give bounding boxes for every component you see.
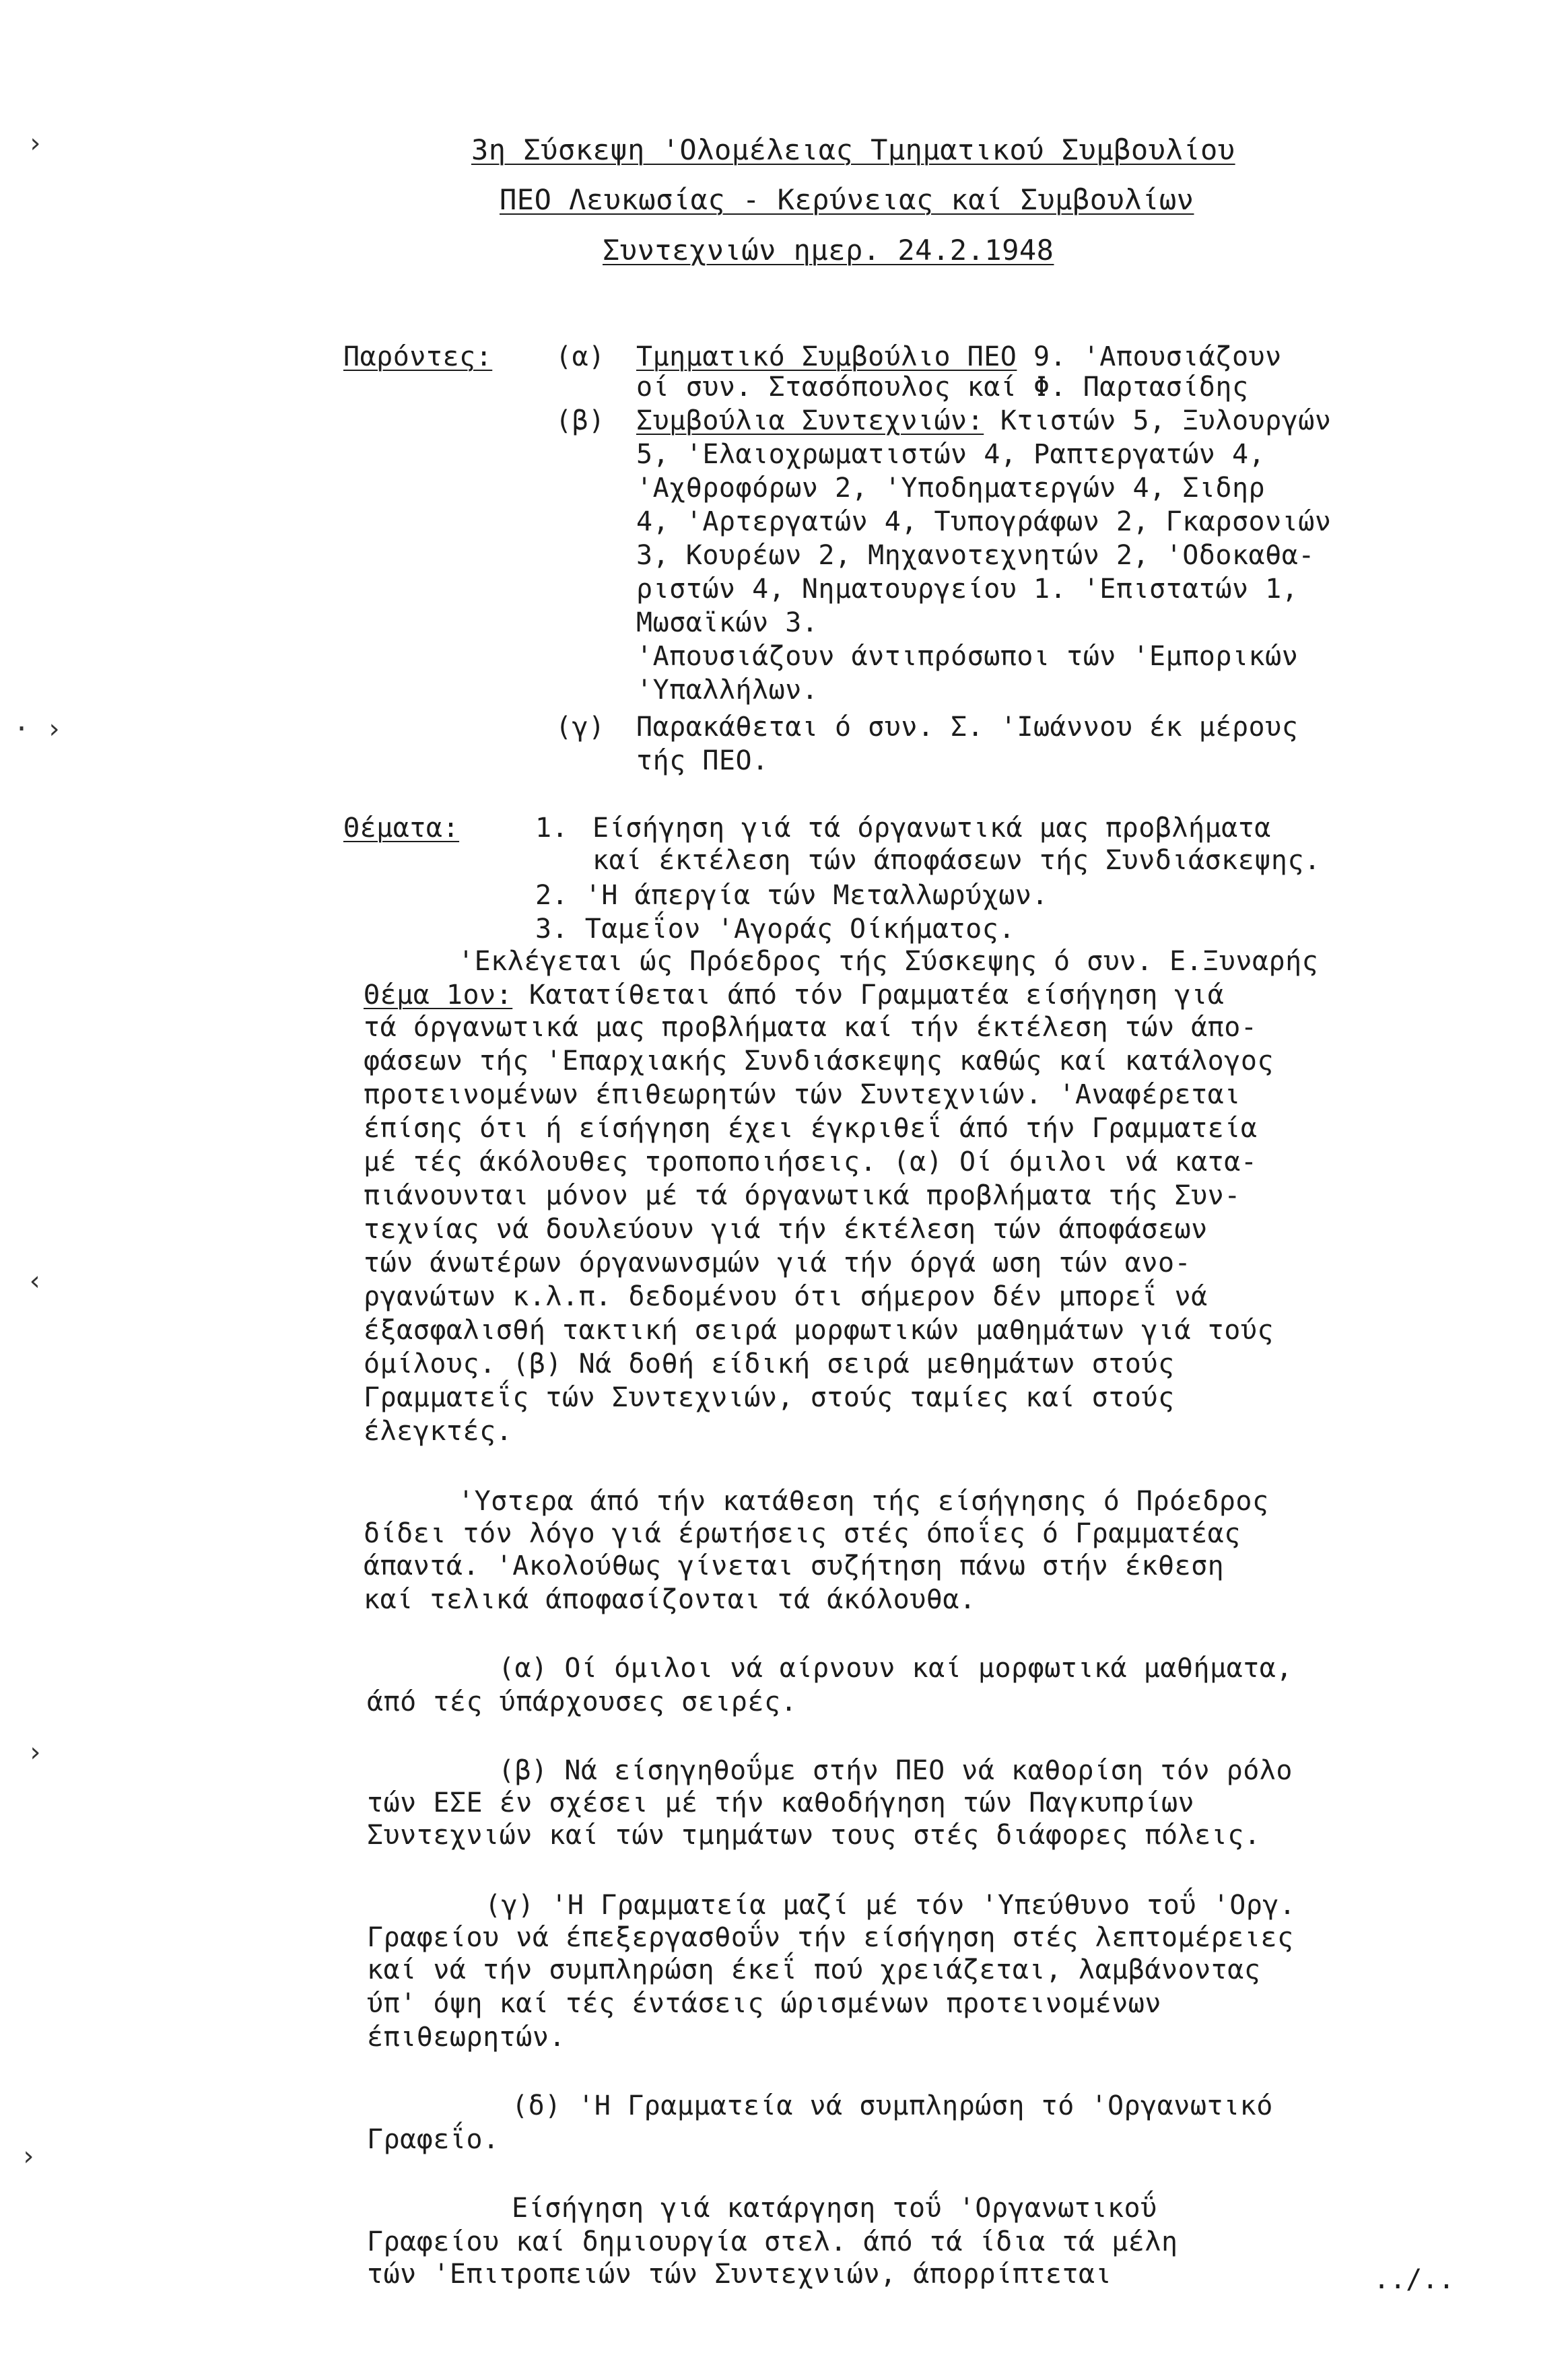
theme-1-line-10: ργανώτων κ.λ.π. δεδομένου ότι σήμερον δέν μπορεΐ νά	[364, 1281, 1208, 1312]
attendees-b-line-5: 3, Κουρέων 2, Μηχανοτεχνητών 2, 'Οδοκαθα-	[636, 540, 1315, 571]
attendees-b-rest: Κτιστών 5, Ξυλουργών	[984, 405, 1332, 436]
header-line-3: Συντεχνιών ημερ. 24.2.1948	[603, 234, 1054, 267]
discussion-p1-line-4: καί τελικά άποφασίζονται τά άκόλουθα.	[364, 1584, 976, 1615]
theme-1-line-12: όμίλους. (β) Νά δοθή είδική σειρά μεθημάτων στούς	[364, 1348, 1175, 1379]
theme-1-line-9: τών άνωτέρων όργανωνσμών γιά τήν όργά ωση τών ανο-	[364, 1248, 1192, 1278]
theme-1-line-6: μέ τές άκόλουθες τροποποιήσεις. (α) Οί όμιλοι νά κατα-	[364, 1147, 1258, 1177]
attendees-a-line-2: οί συν. Στασόπουλος καί Φ. Παρτασίδης	[636, 372, 1249, 403]
decision-a-line-2: άπό τές ύπάρχουσες σειρές.	[367, 1686, 798, 1717]
attendees-b-line-6: ριστών 4, Νηματουργείου 1. 'Επιστατών 1,	[636, 574, 1299, 605]
topic-3: 3. Ταμεΐον 'Αγοράς Οίκήματος.	[535, 914, 1015, 945]
discussion-p1-line-1: 'Υστερα άπό τήν κατάθεση τής είσήγησης ό Πρόεδρος	[458, 1486, 1269, 1517]
discussion-p1-line-3: άπαντά. 'Ακολούθως γίνεται συζήτηση πάνω στήν έκθεση	[364, 1550, 1225, 1581]
margin-mark-4: ›	[27, 1737, 44, 1768]
proposal-line-2: Γραφείου καί δημιουργία στελ. άπό τά ίδια τά μέλη	[367, 2226, 1178, 2257]
theme-1-line-1	[364, 978, 1224, 1012]
attendees-b-line-2: 5, 'Ελαιοχρωματιστών 4, Ραπτεργατών 4,	[636, 439, 1266, 470]
chair-election: 'Εκλέγεται ώς Πρόεδρος τής Σύσκεψης ό συν. Ε.Ξυναρής	[458, 946, 1319, 977]
theme-1-line-7: πιάνουνται μόνον μέ τά όργανωτικά προβλήματα τής Συν-	[364, 1180, 1241, 1211]
theme-1-line-5: έπίσης ότι ή είσήγηση έχει έγκριθεΐ άπό τήν Γραμματεία	[364, 1113, 1258, 1144]
continuation-mark: ../..	[1373, 2264, 1455, 2295]
attendees-b-line-3: 'Αχθροφόρων 2, 'Υποδηματεργών 4, Σιδηρ	[636, 473, 1266, 504]
theme-1-label: Θέμα 1ον:	[364, 980, 513, 1011]
theme-1-line-11: έξασφαλισθή τακτική σειρά μορφωτικών μαθημάτων γιά τούς	[364, 1315, 1274, 1346]
attendees-b-line-1	[636, 404, 1331, 438]
decision-b-line-2: τών ΕΣΕ έν σχέσει μέ τήν καθοδήγηση τών Παγκυπρίων	[367, 1787, 1195, 1818]
margin-mark-3: ‹	[27, 1266, 44, 1297]
topic-2: 2. 'Η άπεργία τών Μεταλλωρύχων.	[535, 880, 1049, 911]
theme-1-lead-text: Κατατίθεται άπό τόν Γραμματέα είσήγηση γιά	[512, 980, 1225, 1011]
attendees-a-line-1	[636, 340, 1282, 374]
decision-d-line-1: (δ) 'Η Γραμματεία νά συμπληρώση τό 'Οργανωτικό	[512, 2090, 1273, 2121]
margin-mark-2: · ›	[13, 714, 63, 745]
attendees-b-line-7: Μωσαϊκών 3.	[636, 607, 819, 638]
decision-d-line-2: Γραφεΐο.	[367, 2124, 500, 2155]
topic-1-number: 1.	[535, 813, 569, 844]
attendees-c-line-1: Παρακάθεται ό συν. Σ. 'Ιωάννου έκ μέρους	[636, 712, 1299, 743]
header-line-2: ΠΕΟ Λευκωσίας - Κερύνειας καί Συμβουλίων	[500, 183, 1194, 216]
proposal-line-1: Είσήγηση γιά κατάργηση τοΰ 'Οργανωτικοΰ	[512, 2193, 1157, 2224]
attendees-c-line-2: τής ΠΕΟ.	[636, 745, 769, 776]
theme-1-line-2: τά όργανωτικά μας προβλήματα καί τήν έκτέλεση τών άπο-	[364, 1012, 1258, 1043]
attendees-b-marker: (β)	[555, 405, 605, 436]
attendees-b-lead: Συμβούλια Συντεχνιών:	[636, 405, 984, 436]
decision-b-line-3: Συντεχνιών καί τών τμημάτων τους στές διάφορες πόλεις.	[367, 1820, 1261, 1851]
attendees-a-lead: Τμηματικό Συμβούλιο ΠΕΟ	[636, 341, 1017, 372]
topics-label: Θέματα:	[343, 813, 460, 844]
theme-1-line-14: έλεγκτές.	[364, 1416, 513, 1447]
attendees-b-line-4: 4, 'Αρτεργατών 4, Τυπογράφων 2, Γκαρσονιών	[636, 506, 1332, 537]
discussion-p1-line-2: δίδει τόν λόγο γιά έρωτήσεις στές όποΐες ό Γραμματέας	[364, 1518, 1241, 1549]
attendees-label: Παρόντες:	[343, 341, 493, 372]
theme-1-line-8: τεχνίας νά δουλεύουν γιά τήν έκτέλεση τών άποφάσεων	[364, 1214, 1208, 1245]
topic-1-line-2: καί έκτέλεση τών άποφάσεων τής Συνδιάσκεψης.	[592, 845, 1321, 876]
attendees-a-marker: (α)	[555, 341, 605, 372]
attendees-c-marker: (γ)	[555, 712, 605, 743]
header-line-1: 3η Σύσκεψη 'Ολομέλειας Τμηματικού Συμβουλίου	[471, 133, 1235, 166]
decision-c-line-2: Γραφείου νά έπεξεργασθοΰν τήν είσήγηση στές λεπτομέρειες	[367, 1922, 1294, 1953]
topic-1-line-1: Είσήγηση γιά τά όργανωτικά μας προβλήματα	[592, 813, 1271, 844]
theme-1-line-13: Γραμματεΐς τών Συντεχνιών, στούς ταμίες καί στούς	[364, 1382, 1175, 1413]
decision-c-line-4: ύπ' όψη καί τές έντάσεις ώρισμένων προτεινομένων	[367, 1988, 1161, 2019]
decision-a-line-1: (α) Οί όμιλοι νά αίρνουν καί μορφωτικά μαθήματα,	[498, 1653, 1293, 1684]
attendees-a-rest: 9. 'Απουσιάζουν	[1017, 341, 1282, 372]
attendees-b-line-8: 'Απουσιάζουν άντιπρόσωποι τών 'Εμπορικών	[636, 641, 1299, 672]
attendees-b-line-9: 'Υπαλλήλων.	[636, 675, 819, 706]
theme-1-line-3: φάσεων τής 'Επαρχιακής Συνδιάσκεψης καθώς καί κατάλογος	[364, 1046, 1274, 1077]
margin-mark-1: ›	[27, 128, 44, 159]
proposal-line-3: τών 'Επιτροπειών τών Συντεχνιών, άπορρίπτεται	[367, 2259, 1112, 2290]
margin-mark-5: ›	[20, 2141, 37, 2172]
decision-b-line-1: (β) Νά είσηγηθοΰμε στήν ΠΕΟ νά καθορίση τόν ρόλο	[498, 1755, 1293, 1786]
decision-c-line-5: έπιθεωρητών.	[367, 2022, 566, 2053]
decision-c-line-3: καί νά τήν συμπληρώση έκεΐ πού χρειάζεται, λαμβάνοντας	[367, 1954, 1261, 1985]
decision-c-line-1: (γ) 'Η Γραμματεία μαζί μέ τόν 'Υπεύθυνο τοΰ 'Οργ.	[485, 1890, 1296, 1921]
theme-1-line-4: προτεινομένων έπιθεωρητών τών Συντεχνιών. 'Αναφέρεται	[364, 1079, 1241, 1110]
